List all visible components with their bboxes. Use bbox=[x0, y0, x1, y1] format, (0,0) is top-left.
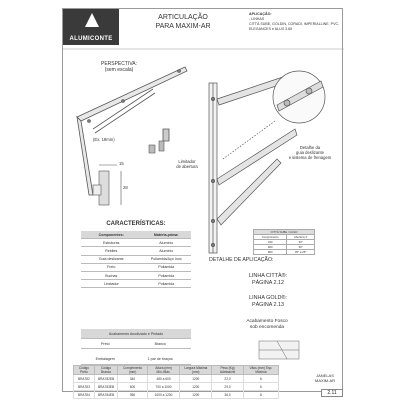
line-gold-title: LINHA GOLD®: bbox=[249, 295, 287, 301]
component-cell: Guia deslizante bbox=[81, 255, 142, 263]
perspective-title: PERSPECTIVA: bbox=[100, 61, 138, 67]
material-cell: Alumínio bbox=[142, 247, 192, 255]
table-row bbox=[81, 280, 191, 288]
header-cell: Comprimento (mm) bbox=[118, 366, 147, 375]
title-line-2: PARA MAXIM-AR bbox=[155, 23, 211, 30]
application-label: APLICAÇÃO: bbox=[249, 12, 272, 16]
opening-table bbox=[253, 229, 315, 255]
component-cell: Freio bbox=[81, 263, 142, 271]
dimension-15: 15 bbox=[119, 161, 124, 166]
title-line-1: ARTICULAÇÃO bbox=[158, 14, 208, 21]
height-cell: 480 a 600 bbox=[147, 375, 179, 383]
category-line-1: JANELAS bbox=[316, 373, 334, 378]
table-row bbox=[81, 247, 191, 255]
width-cell: 1200 bbox=[180, 391, 212, 399]
opening-header: CITTÀ SUBE / GOLD bbox=[254, 230, 315, 235]
limiter-label bbox=[167, 159, 207, 169]
category-line-2: MAXIM-AR bbox=[315, 378, 335, 383]
guide-detail-line-1: Detalhe da bbox=[299, 145, 321, 150]
component-cell: Limitador bbox=[81, 280, 142, 288]
material-cell: Alumínio bbox=[142, 239, 192, 247]
width-cell: 1200 bbox=[180, 375, 212, 383]
matte-finish-line-2: sob encomenda bbox=[249, 325, 285, 330]
opening-cell: 30° bbox=[287, 245, 315, 250]
packaging-table bbox=[81, 354, 191, 365]
code-black-cell: BRA784 bbox=[74, 391, 95, 399]
gap-cell: 6 bbox=[243, 375, 278, 383]
packaging-value: 1 par de braços bbox=[129, 354, 191, 365]
brand-name: ALUMICONTE bbox=[69, 36, 113, 42]
table-row bbox=[74, 391, 279, 399]
guide-detail-line-2: guia deslizante bbox=[296, 150, 324, 155]
perspective-label bbox=[89, 61, 149, 73]
length-cell: 600 bbox=[118, 383, 147, 391]
guide-detail-line-3: e sistema de frenagem bbox=[288, 155, 332, 160]
header-cell: Matéria-prima: bbox=[142, 231, 192, 239]
limiter-line-1: Limitador bbox=[178, 159, 196, 164]
code-white-cell: BRA783EB bbox=[94, 383, 118, 391]
code-white-cell: BRA782EB bbox=[94, 375, 118, 383]
component-cell: Estruturas bbox=[81, 239, 142, 247]
opening-cell: 35° a 25° bbox=[287, 250, 315, 255]
table-row bbox=[81, 263, 191, 271]
table-row bbox=[74, 383, 279, 391]
example-label: (Ex. 19mm) bbox=[93, 137, 115, 142]
table-row bbox=[254, 250, 315, 255]
packaging-label: Embalagem bbox=[81, 354, 129, 365]
finish-black: Preto bbox=[81, 339, 130, 349]
table-header-row bbox=[81, 231, 191, 239]
table-row bbox=[74, 375, 279, 383]
product-table bbox=[73, 365, 279, 399]
application-lines: - LINHAS bbox=[249, 17, 265, 21]
opening-cell: 340 bbox=[254, 240, 287, 245]
line-gold bbox=[213, 295, 323, 309]
length-cell: 340 bbox=[118, 375, 147, 383]
length-cell: 950 bbox=[118, 391, 147, 399]
table-row bbox=[81, 271, 191, 279]
perspective-subtitle: (sem escala) bbox=[104, 67, 134, 73]
characteristics-table bbox=[81, 231, 191, 288]
catalog-page bbox=[62, 8, 343, 397]
characteristics-title: CARACTERÍSTICAS: bbox=[106, 221, 166, 227]
header-cell: Largura Máxima (mm) bbox=[180, 366, 212, 375]
material-cell: Poliamida/Aço Inox bbox=[142, 255, 192, 263]
application-detail: CITTÀ SUBE, GOLDIN, CORADI, IMPERIALLINE, PVC, ELEGANCES e ALUX 3.65 bbox=[249, 22, 340, 31]
width-cell: 1200 bbox=[180, 383, 212, 391]
material-cell: Poliamida bbox=[142, 271, 192, 279]
header-cell: Altura (mm) Mín./Máx. bbox=[147, 366, 179, 375]
header-cell: Código Preto bbox=[74, 366, 95, 375]
finish-header-row bbox=[81, 329, 191, 339]
line-citta bbox=[213, 273, 323, 287]
component-cell: Rebites bbox=[81, 247, 142, 255]
limiter-line-2: de abertura bbox=[176, 164, 198, 169]
line-citta-title: LINHA CITTÀ®: bbox=[248, 273, 288, 279]
line-citta-page: PÁGINA 2.12 bbox=[251, 280, 285, 286]
gap-cell: 6 bbox=[243, 383, 278, 391]
dimension-28: 28 bbox=[123, 185, 128, 190]
code-white-cell: BRA784EB bbox=[94, 391, 118, 399]
profile-detail bbox=[93, 165, 121, 205]
limiter-part bbox=[149, 141, 164, 153]
height-cell: 700 a 1000 bbox=[147, 383, 179, 391]
gap-cell: 8 bbox=[243, 391, 278, 399]
header-cell: Componentes: bbox=[81, 231, 142, 239]
guide-detail-label bbox=[283, 145, 337, 160]
material-cell: Poliamida bbox=[142, 280, 192, 288]
header-cell: Peso (Kg) Admissível bbox=[212, 366, 244, 375]
finish-white: Branco bbox=[130, 339, 191, 349]
application-detail-title: DETALHE DE APLICAÇÃO: bbox=[209, 257, 274, 263]
finish-table bbox=[81, 329, 191, 349]
product-header-row bbox=[74, 366, 279, 375]
table-row bbox=[81, 255, 191, 263]
application-sketch bbox=[259, 341, 299, 359]
hinge-perspective bbox=[77, 67, 187, 195]
opening-cell: 30° bbox=[287, 240, 315, 245]
opening-col: Abertura X bbox=[287, 235, 315, 240]
weight-cell: 36,0 bbox=[212, 391, 244, 399]
matte-finish-note bbox=[217, 319, 317, 331]
code-black-cell: BRA782 bbox=[74, 375, 95, 383]
header-cell: Vãos (mm) Esp. Máxima bbox=[243, 366, 278, 375]
packaging-row bbox=[81, 354, 191, 365]
page-number: 2.11 bbox=[321, 389, 343, 397]
finish-row bbox=[81, 339, 191, 349]
matte-finish-line-1: Acabamento Fosco bbox=[246, 319, 288, 324]
finish-header: Acabamento Anodizado e Pintado bbox=[81, 329, 191, 339]
table-row bbox=[81, 239, 191, 247]
material-cell: Poliamida bbox=[142, 263, 192, 271]
opening-cell: 600 bbox=[254, 245, 287, 250]
opening-col: Comprimento bbox=[254, 235, 287, 240]
component-cell: Buchas bbox=[81, 271, 142, 279]
weight-cell: 29,0 bbox=[212, 383, 244, 391]
weight-cell: 22,0 bbox=[212, 375, 244, 383]
category-label bbox=[307, 373, 343, 383]
header-cell: Código Branco bbox=[94, 366, 118, 375]
opening-cell: 800 bbox=[254, 250, 287, 255]
code-black-cell: BRA783 bbox=[74, 383, 95, 391]
line-gold-page: PÁGINA 2.13 bbox=[251, 302, 285, 308]
height-cell: 1000 a 1200 bbox=[147, 391, 179, 399]
